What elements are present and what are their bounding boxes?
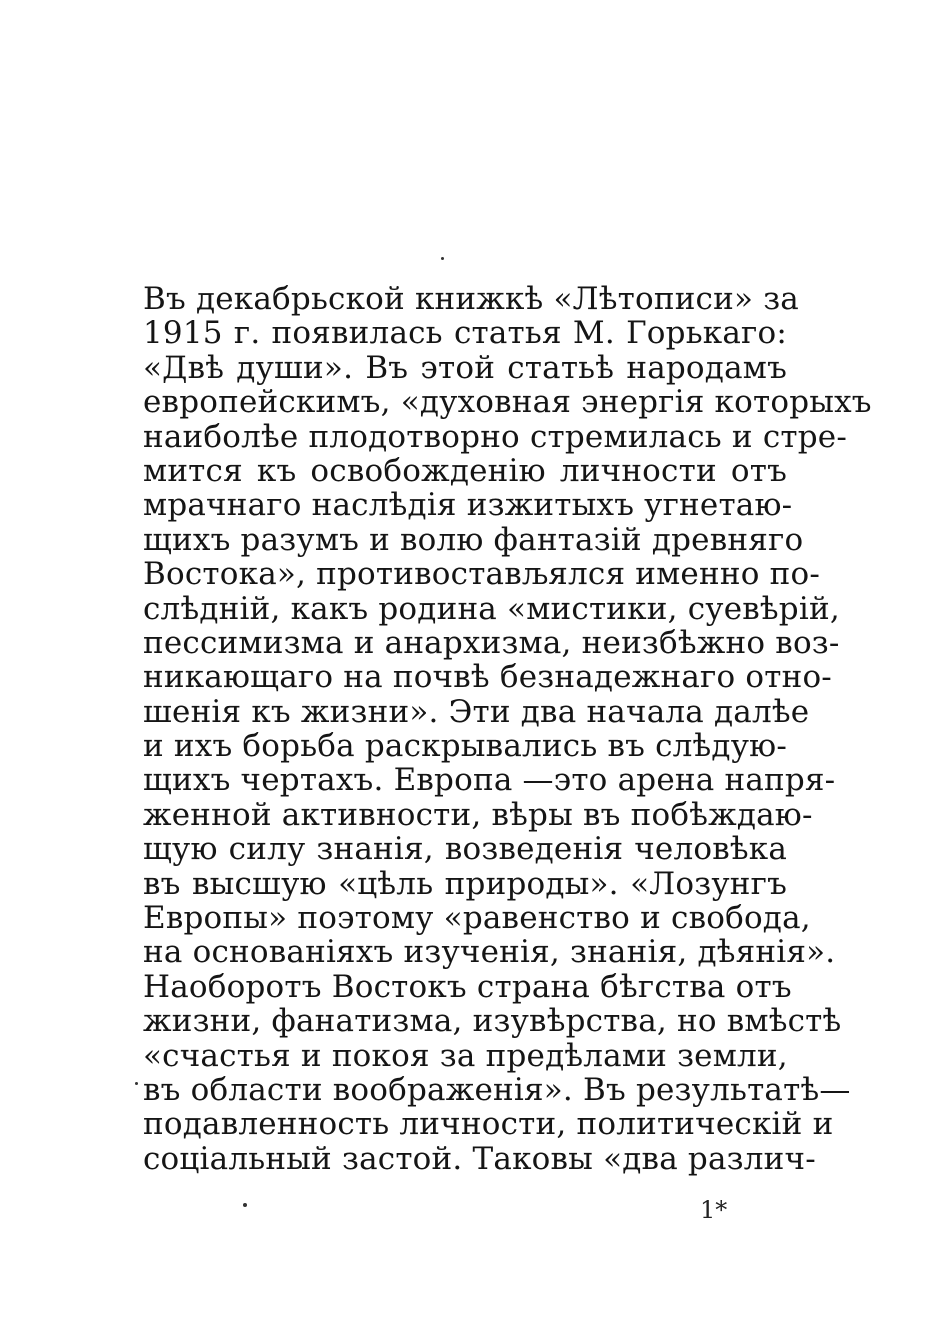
text-line: щую силу знанія, возведенія человѣка <box>143 831 787 868</box>
text-line: Въ декабрьской книжкѣ «Лѣтописи» за <box>143 281 799 317</box>
text-line: щихъ чертахъ. Европа —это арена напря- <box>143 762 836 799</box>
text-line: жизни, фанатизма, изувѣрства, но вмѣстѣ <box>143 1003 842 1040</box>
print-speck <box>135 1082 138 1085</box>
body-text <box>143 281 872 1177</box>
text-line: слѣдній, какъ родина «мистики, суевѣрій, <box>143 590 840 627</box>
text-line: европейскимъ, «духовная энергія которыхъ <box>143 384 872 421</box>
text-line: «счастья и покоя за предѣлами земли, <box>143 1037 788 1074</box>
text-line: щихъ разумъ и волю фантазій древняго <box>143 521 804 558</box>
text-line: женной активности, вѣры въ побѣждаю- <box>143 796 813 833</box>
text-line: «Двѣ души». Въ этой статьѣ народамъ <box>143 349 787 386</box>
text-line: на основаніяхъ изученія, знанія, дѣянія». <box>143 934 836 971</box>
text-line: наиболѣе плодотворно стремилась и стре- <box>143 418 848 455</box>
text-line: въ высшую «цѣль природы». «Лозунгъ <box>143 865 787 902</box>
text-line: Европы» поэтому «равенство и свобода, <box>143 900 811 937</box>
printer-signature-mark: 1* <box>700 1196 728 1224</box>
text-line: Наоборотъ Востокъ страна бѣгства отъ <box>143 968 792 1005</box>
text-line: пессимизма и анархизма, неизбѣжно воз- <box>143 624 840 661</box>
text-line: соціальный застой. Таковы «два различ- <box>143 1140 816 1177</box>
text-line: шенія къ жизни». Эти два начала далѣе <box>143 693 810 730</box>
text-line: 1915 г. появилась статья М. Горькаго: <box>143 315 787 352</box>
text-line: подавленность личности, политическій и <box>143 1106 834 1143</box>
text-line: и ихъ борьба раскрывались въ слѣдую- <box>143 728 788 765</box>
text-line: Востока», противостављялся именно по- <box>143 556 821 593</box>
text-line: мрачнаго наслѣдія изжитыхъ угнетаю- <box>143 487 793 524</box>
print-speck <box>243 1203 247 1207</box>
text-line: никающаго на почвѣ безнадежнаго отно- <box>143 659 832 696</box>
print-speck <box>441 257 444 260</box>
text-line: мится къ освобожденію личности отъ <box>143 452 787 489</box>
text-line: въ области воображенія». Въ результатѣ— <box>143 1071 851 1108</box>
